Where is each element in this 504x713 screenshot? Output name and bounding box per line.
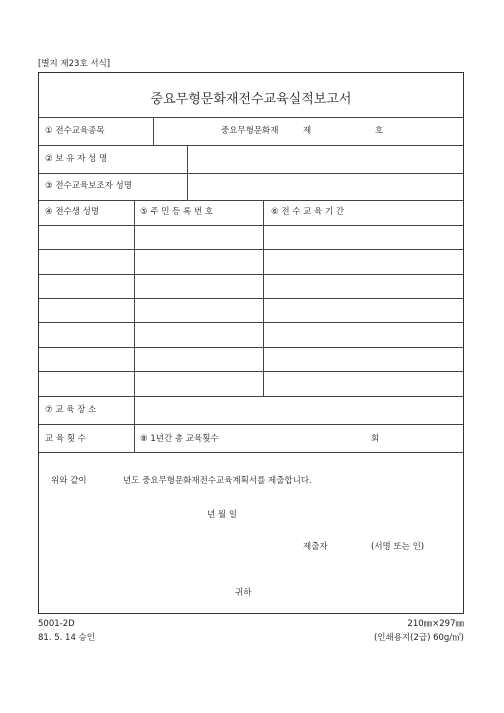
trainee-name-cell[interactable] bbox=[39, 323, 134, 347]
divider-row1 bbox=[153, 117, 154, 145]
recipient-label: 귀하 bbox=[235, 588, 252, 598]
asset-number-field[interactable] bbox=[269, 118, 299, 144]
assistant-name-field[interactable] bbox=[188, 174, 463, 199]
trainee-name-cell[interactable] bbox=[39, 372, 134, 396]
report-form bbox=[38, 72, 464, 614]
annual-count-field[interactable] bbox=[269, 425, 365, 451]
col-header-resident-number: ⑤ 주 민 등 록 번 호 bbox=[140, 207, 214, 217]
row-label-training-count: 교 육 횟 수 bbox=[45, 434, 86, 444]
trainee-name-cell[interactable] bbox=[39, 226, 134, 249]
row-label-training-item: ① 전수교육종목 bbox=[45, 126, 105, 136]
col-header-trainee-name: ④ 전수생 성명 bbox=[45, 207, 100, 217]
row-label-holder-name: ② 보 유 자 성 명 bbox=[45, 154, 108, 164]
submitter-label: 제출자 bbox=[303, 542, 328, 552]
row-label-assistant-name: ③ 전수교육보조자 성명 bbox=[45, 181, 132, 191]
holder-name-field[interactable] bbox=[188, 146, 463, 172]
approval-date: 81. 5. 14 승인 bbox=[38, 633, 95, 643]
trainee-name-cell[interactable] bbox=[39, 299, 134, 322]
trainee-name-cell[interactable] bbox=[39, 250, 134, 274]
annual-count-label: ⑧ 1년간 총 교육횟수 bbox=[140, 434, 219, 444]
divider-col2 bbox=[263, 200, 264, 396]
rule-place bbox=[39, 424, 463, 425]
signature-field[interactable] bbox=[335, 537, 369, 555]
count-unit: 회 bbox=[371, 434, 380, 444]
number-suffix: 호 bbox=[375, 126, 384, 136]
paper-size: 210㎜×297㎜ bbox=[407, 619, 464, 629]
rule-row3 bbox=[39, 200, 463, 201]
rule-under-title bbox=[39, 117, 463, 118]
statement-lead: 위와 같이 bbox=[51, 476, 87, 486]
signature-note: (서명 또는 인) bbox=[371, 542, 425, 552]
training-place-field[interactable] bbox=[135, 397, 463, 424]
row-label-training-place: ⑦ 교 육 장 소 bbox=[45, 405, 97, 415]
asset-label: 중요무형문화재 bbox=[221, 126, 279, 136]
rule-count bbox=[39, 452, 463, 453]
number-prefix: 제 bbox=[303, 126, 312, 136]
form-number-tag: [별지 제23호 서식] bbox=[38, 59, 111, 69]
statement-text: 년도 중요무형문화재전수교육계획서를 제출합니다. bbox=[123, 476, 312, 486]
trainee-name-cell[interactable] bbox=[39, 275, 134, 298]
paper-spec: (인쇄용지(2급) 60g/㎡) bbox=[373, 633, 464, 643]
trainee-name-cell[interactable] bbox=[39, 348, 134, 371]
col-header-training-period: ⑥ 전 수 교 육 기 간 bbox=[271, 207, 345, 217]
submission-date: 년 월 일 bbox=[207, 510, 238, 520]
form-title: 중요무형문화재전수교육실적보고서 bbox=[150, 92, 352, 107]
form-code: 5001-2D bbox=[38, 619, 75, 629]
